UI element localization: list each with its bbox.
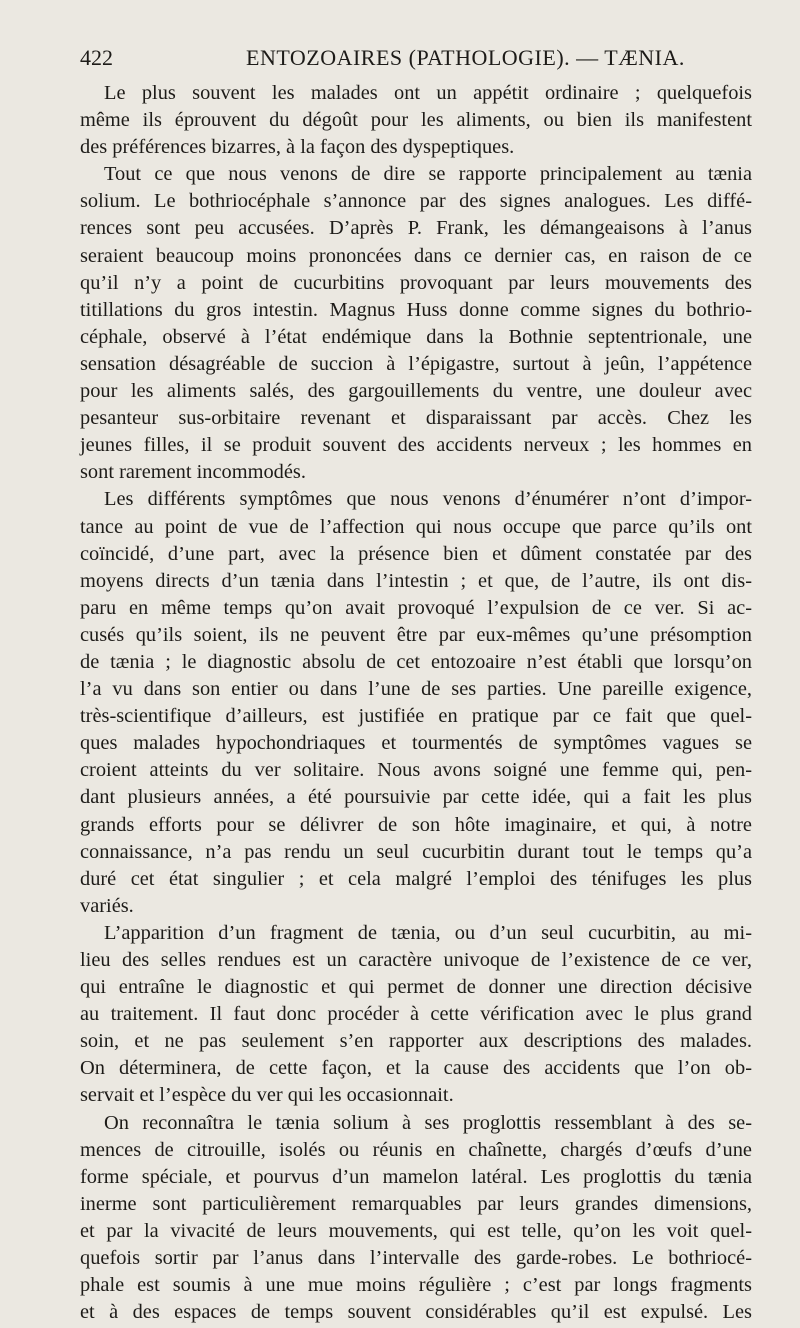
paragraph bbox=[80, 920, 752, 1110]
text-line: cusés qu’ils soient, ils ne peuvent être par eux-mêmes qu’une présomption bbox=[80, 623, 752, 646]
text-line: et à des espaces de temps souvent considérables qu’il est expulsé. Les bbox=[80, 1301, 752, 1324]
paragraph bbox=[80, 1110, 752, 1327]
text-line: variés. bbox=[80, 894, 134, 917]
text-line: On déterminera, de cette façon, et la cause des accidents que l’on ob- bbox=[80, 1057, 752, 1080]
paragraph bbox=[80, 486, 752, 920]
text-line: même ils éprouvent du dégoût pour les aliments, ou bien ils manifestent bbox=[80, 109, 752, 132]
text-line: et par la vivacité de leurs mouvements, qui est telle, qu’on les voit quel- bbox=[80, 1219, 752, 1242]
text-line: sensation désagréable de succion à l’épigastre, surtout à jeûn, l’appétence bbox=[80, 352, 752, 375]
text-line: paru en même temps qu’on avait provoqué l’expulsion de ce ver. Si ac- bbox=[80, 596, 752, 619]
paragraph bbox=[80, 161, 752, 486]
text-line: duré cet état singulier ; et cela malgré l’emploi des ténifuges les plus bbox=[80, 867, 752, 890]
text-line: céphale, observé à l’état endémique dans la Bothnie septentrionale, une bbox=[80, 325, 752, 348]
text-line: de tænia ; le diagnostic absolu de cet entozoaire n’est établi que lorsqu’on bbox=[80, 650, 752, 673]
text-line: solium. Le bothriocéphale s’annonce par des signes analogues. Les diffé- bbox=[80, 190, 752, 213]
text-line: Le plus souvent les malades ont un appétit ordinaire ; quelquefois bbox=[104, 82, 752, 104]
text-line: croient atteints du ver solitaire. Nous avons soigné une femme qui, pen- bbox=[80, 759, 752, 782]
text-line: ques malades hypochondriaques et tourmentés de symptômes vagues se bbox=[80, 732, 752, 755]
text-line: des préférences bizarres, à la façon des dyspeptiques. bbox=[80, 136, 515, 159]
text-line: très-scientifique d’ailleurs, est justifiée en pratique par ce fait que quel- bbox=[80, 705, 752, 728]
text-line: mences de citrouille, isolés ou réunis en chaînette, chargés d’œufs d’une bbox=[80, 1138, 752, 1161]
text-line: inerme sont particulièrement remarquables par leurs grandes dimensions, bbox=[80, 1192, 752, 1215]
text-line: Les différents symptômes que nous venons d’énumérer n’ont d’impor- bbox=[104, 488, 752, 511]
body-text bbox=[80, 80, 752, 1326]
text-line: moyens directs d’un tænia dans l’intestin ; et que, de l’autre, ils ont dis- bbox=[80, 569, 752, 592]
text-line: pesanteur sus-orbitaire revenant et disparaissant par accès. Chez les bbox=[80, 407, 752, 430]
text-line: coïncidé, d’une part, avec la présence bien et dûment constatée par des bbox=[80, 542, 752, 565]
text-line: forme spéciale, et pourvus d’un mamelon latéral. Les proglottis du tænia bbox=[80, 1165, 752, 1188]
text-line: servait et l’espèce du ver qui les occasionnait. bbox=[80, 1084, 454, 1107]
text-line: Tout ce que nous venons de dire se rapporte principalement au tænia bbox=[104, 163, 752, 186]
text-line: jeunes filles, il se produit souvent des accidents nerveux ; les hommes en bbox=[80, 434, 752, 457]
text-line: L’apparition d’un fragment de tænia, ou d’un seul cucurbitin, au mi- bbox=[104, 921, 752, 944]
page-number: 422 bbox=[80, 45, 113, 70]
text-line: soin, et ne pas seulement s’en rapporter aux descriptions des malades. bbox=[80, 1030, 752, 1053]
text-line: pour les aliments salés, des gargouillements du ventre, une douleur avec bbox=[80, 380, 752, 403]
text-line: tance au point de vue de l’affection qui nous occupe que parce qu’ils ont bbox=[80, 515, 752, 538]
text-line: au traitement. Il faut donc procéder à cette vérification avec le plus grand bbox=[80, 1003, 752, 1026]
page-header bbox=[80, 45, 752, 75]
running-head: ENTOZOAIRES (PATHOLOGIE). — TÆNIA. bbox=[246, 45, 685, 70]
text-line: quefois sortir par l’anus dans l’intervalle des garde-robes. Le bothriocé- bbox=[80, 1247, 752, 1270]
paragraph bbox=[80, 80, 752, 161]
text-line: sont rarement incommodés. bbox=[80, 461, 306, 484]
text-line: phale est soumis à une mue moins régulière ; c’est par longs fragments bbox=[80, 1274, 752, 1297]
text-line: l’a vu dans son entier ou dans l’une de ses parties. Une pareille exigence, bbox=[80, 678, 752, 701]
text-line: lieu des selles rendues est un caractère univoque de l’existence de ce ver, bbox=[80, 949, 752, 971]
text-line: dant plusieurs années, a été poursuivie par cette idée, qui a fait les plus bbox=[80, 786, 752, 809]
text-line: seraient beaucoup moins prononcées dans ce dernier cas, en raison de ce bbox=[80, 244, 752, 267]
text-line: qu’il n’y a point de cucurbitins provoquant par leurs mouvements des bbox=[80, 271, 752, 294]
text-line: On reconnaîtra le tænia solium à ses proglottis ressemblant à des se- bbox=[104, 1111, 752, 1134]
text-line: grands efforts pour se délivrer de son hôte imaginaire, et qui, à notre bbox=[80, 813, 752, 836]
text-line: qui entraîne le diagnostic et qui permet de donner une direction décisive bbox=[80, 976, 752, 999]
text-line: connaissance, n’a pas rendu un seul cucurbitin durant tout le temps qu’a bbox=[80, 840, 752, 863]
text-line: rences sont peu accusées. D’après P. Frank, les démangeaisons à l’anus bbox=[80, 217, 752, 240]
text-line: titillations du gros intestin. Magnus Huss donne comme signes du bothrio- bbox=[80, 298, 752, 321]
